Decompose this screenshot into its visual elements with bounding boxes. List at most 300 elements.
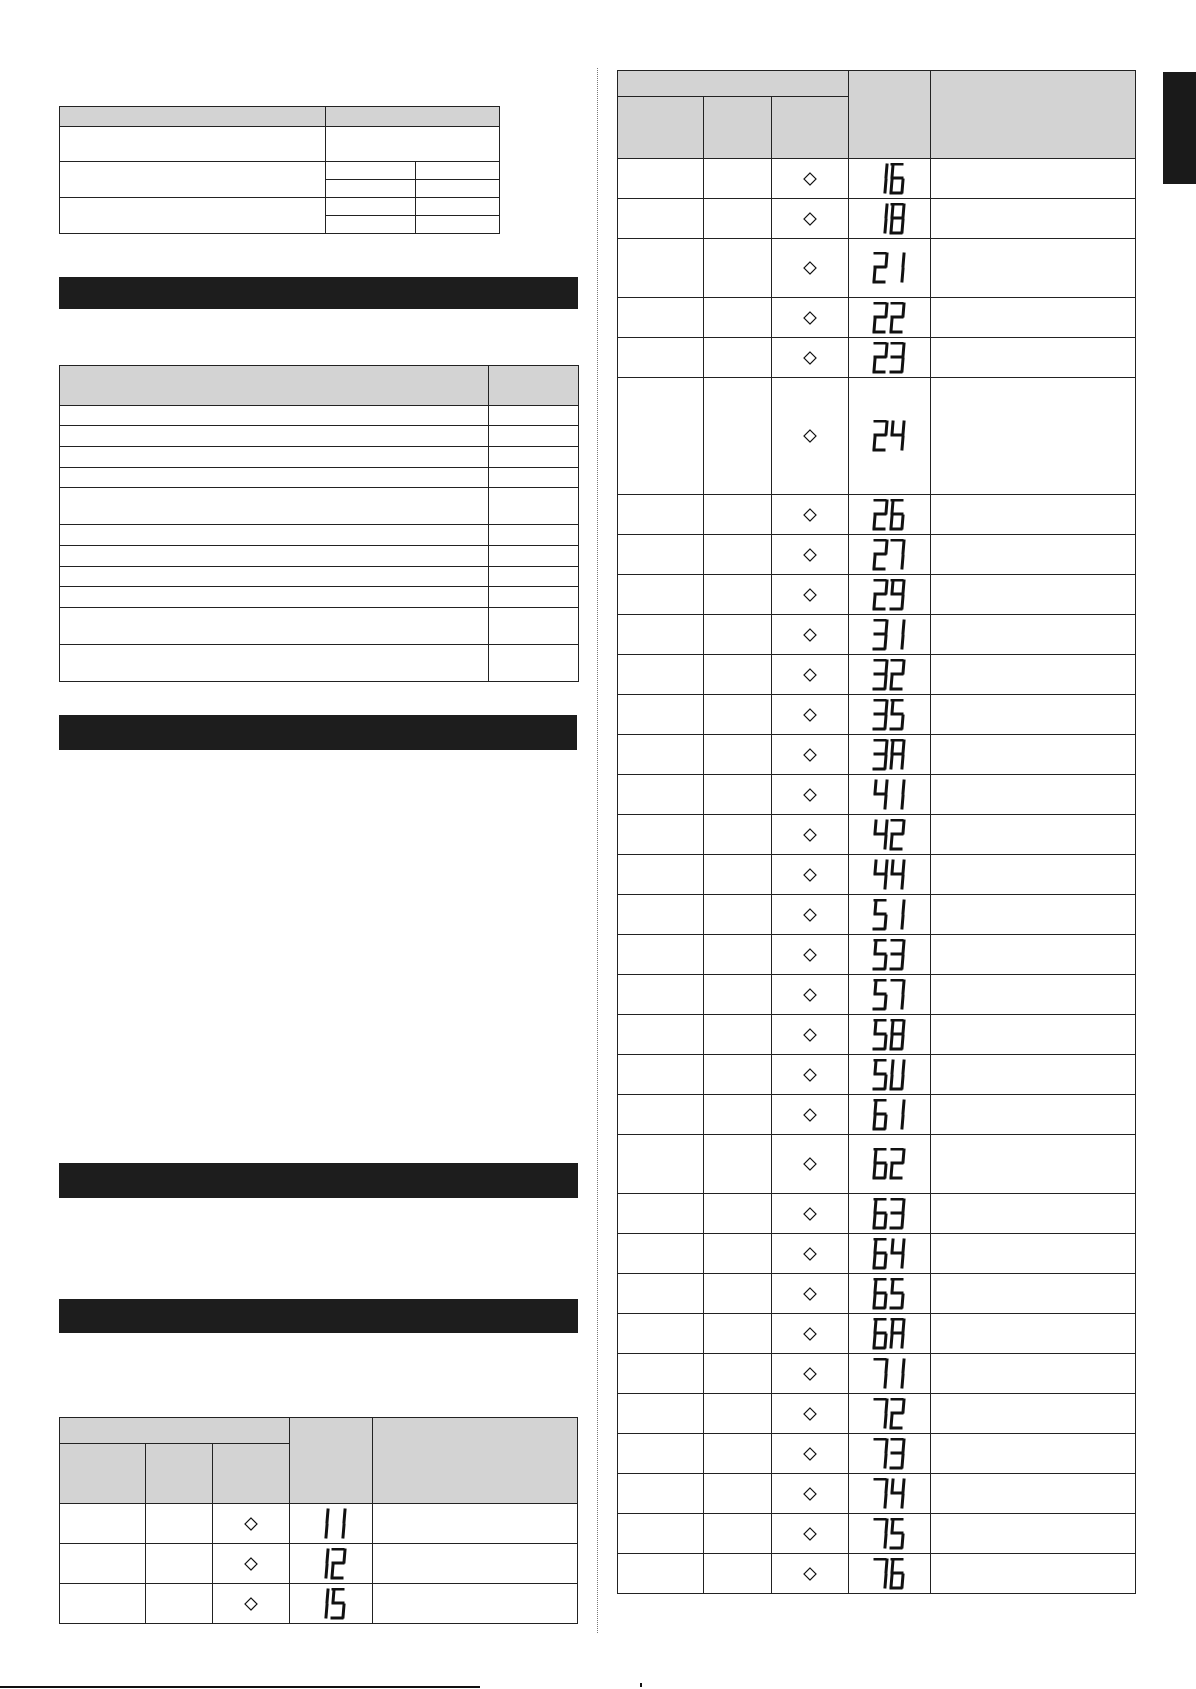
code-row — [618, 1274, 1136, 1314]
code-marker-cell — [772, 735, 849, 775]
code-description-cell — [931, 895, 1136, 935]
diamond-icon — [803, 788, 817, 802]
code-cell — [618, 338, 704, 378]
code-marker-cell — [772, 495, 849, 535]
code-cell — [704, 1274, 772, 1314]
led-code-glyph — [872, 939, 908, 971]
code-cell — [618, 1314, 704, 1354]
features-row — [60, 468, 489, 488]
code-description-cell — [373, 1544, 578, 1584]
led-code-glyph — [872, 1099, 908, 1131]
code-cell — [60, 1504, 146, 1544]
column-divider — [597, 68, 598, 1633]
led-code-glyph — [872, 579, 908, 611]
code-display-cell — [849, 895, 931, 935]
diamond-icon — [803, 261, 817, 275]
features-row — [60, 525, 489, 546]
features-value — [489, 645, 579, 682]
led-code-glyph — [872, 302, 908, 334]
codes-header-display — [849, 71, 931, 159]
code-description-cell — [931, 1095, 1136, 1135]
code-display-cell — [290, 1504, 373, 1544]
code-marker-cell — [213, 1544, 290, 1584]
code-marker-cell — [772, 1474, 849, 1514]
code-marker-cell — [772, 338, 849, 378]
code-description-cell — [931, 975, 1136, 1015]
code-cell — [704, 1554, 772, 1594]
code-marker-cell — [772, 159, 849, 199]
code-display-cell — [849, 159, 931, 199]
code-row — [618, 1194, 1136, 1234]
code-row — [60, 1544, 578, 1584]
top-table-cell — [60, 198, 326, 234]
led-code-glyph — [872, 1358, 908, 1390]
led-code-glyph — [872, 1059, 908, 1091]
code-row — [618, 1055, 1136, 1095]
features-row — [60, 567, 489, 587]
code-row — [618, 1394, 1136, 1434]
code-row — [618, 615, 1136, 655]
code-display-cell — [849, 1274, 931, 1314]
features-value — [489, 468, 579, 488]
code-description-cell — [931, 1394, 1136, 1434]
diamond-icon — [803, 1447, 817, 1461]
led-code-glyph — [872, 203, 908, 235]
code-cell — [704, 1354, 772, 1394]
led-code-glyph — [872, 420, 908, 452]
code-row — [618, 1095, 1136, 1135]
code-description-cell — [931, 775, 1136, 815]
led-code-glyph — [872, 1148, 908, 1180]
code-cell — [618, 159, 704, 199]
code-cell — [704, 775, 772, 815]
code-cell — [618, 1135, 704, 1194]
code-marker-cell — [772, 695, 849, 735]
code-marker-cell — [772, 1194, 849, 1234]
code-cell — [618, 935, 704, 975]
led-code-glyph — [872, 1398, 908, 1430]
top-table-cell — [60, 127, 326, 162]
code-marker-cell — [772, 1015, 849, 1055]
code-row — [618, 495, 1136, 535]
code-cell — [704, 378, 772, 495]
code-cell — [704, 1194, 772, 1234]
diamond-icon — [803, 828, 817, 842]
code-cell — [704, 298, 772, 338]
diamond-icon — [803, 1247, 817, 1261]
code-row — [60, 1504, 578, 1544]
code-cell — [618, 239, 704, 298]
led-code-glyph — [872, 1019, 908, 1051]
code-description-cell — [931, 1055, 1136, 1095]
code-row — [618, 1474, 1136, 1514]
codes-header-description — [373, 1418, 578, 1504]
diamond-icon — [803, 1068, 817, 1082]
diamond-icon — [244, 1557, 258, 1571]
top-table-cell — [326, 198, 416, 216]
top-spec-table — [59, 106, 500, 234]
code-cell — [704, 1135, 772, 1194]
code-cell — [704, 159, 772, 199]
code-display-cell — [290, 1544, 373, 1584]
code-row — [618, 1354, 1136, 1394]
code-marker-cell — [772, 1135, 849, 1194]
code-description-cell — [931, 1135, 1136, 1194]
code-marker-cell — [772, 1055, 849, 1095]
features-value — [489, 426, 579, 447]
code-cell — [704, 575, 772, 615]
code-cell — [618, 1274, 704, 1314]
code-row — [618, 975, 1136, 1015]
code-cell — [704, 615, 772, 655]
diamond-icon — [803, 1407, 817, 1421]
code-cell — [704, 935, 772, 975]
code-display-cell — [849, 655, 931, 695]
code-row — [618, 1514, 1136, 1554]
code-cell — [704, 338, 772, 378]
code-display-cell — [849, 1234, 931, 1274]
top-table-cell — [416, 216, 500, 234]
codes-header-group — [60, 1418, 290, 1444]
code-cell — [618, 855, 704, 895]
code-marker-cell — [772, 815, 849, 855]
code-cell — [618, 1055, 704, 1095]
code-marker-cell — [772, 655, 849, 695]
led-code-glyph — [872, 1438, 908, 1470]
diamond-icon — [803, 908, 817, 922]
top-table-cell — [326, 180, 416, 198]
code-cell — [704, 1434, 772, 1474]
code-cell — [618, 615, 704, 655]
code-cell — [618, 199, 704, 239]
led-code-glyph — [872, 739, 908, 771]
diamond-icon — [244, 1517, 258, 1531]
code-row — [618, 735, 1136, 775]
code-description-cell — [931, 1354, 1136, 1394]
features-value — [489, 587, 579, 608]
section-heading-bar — [59, 1163, 578, 1198]
features-row — [60, 426, 489, 447]
code-display-cell — [849, 1135, 931, 1194]
code-marker-cell — [772, 1095, 849, 1135]
diamond-icon — [803, 172, 817, 186]
led-code-glyph — [872, 899, 908, 931]
diamond-icon — [803, 311, 817, 325]
code-cell — [618, 695, 704, 735]
code-display-cell — [849, 495, 931, 535]
code-display-cell — [849, 695, 931, 735]
codes-subheader — [618, 97, 704, 159]
footer-mark — [640, 1683, 642, 1687]
code-display-cell — [849, 815, 931, 855]
code-cell — [704, 735, 772, 775]
code-cell — [618, 775, 704, 815]
code-description-cell — [931, 735, 1136, 775]
code-cell — [618, 378, 704, 495]
top-table-cell — [326, 162, 416, 180]
code-display-cell — [849, 1394, 931, 1434]
code-cell — [60, 1584, 146, 1624]
code-display-cell — [849, 1095, 931, 1135]
code-cell — [704, 655, 772, 695]
features-table — [59, 365, 579, 682]
diamond-icon — [803, 868, 817, 882]
code-cell — [618, 1394, 704, 1434]
code-display-cell — [849, 338, 931, 378]
diamond-icon — [803, 1028, 817, 1042]
code-description-cell — [931, 1194, 1136, 1234]
code-row — [618, 239, 1136, 298]
code-description-cell — [931, 495, 1136, 535]
code-cell — [618, 1434, 704, 1474]
features-header-right — [489, 366, 579, 406]
diamond-icon — [803, 212, 817, 226]
code-description-cell — [931, 1514, 1136, 1554]
features-header-left — [60, 366, 489, 406]
code-description-cell — [931, 1434, 1136, 1474]
code-marker-cell — [772, 775, 849, 815]
top-table-cell — [326, 216, 416, 234]
error-codes-table-left — [59, 1417, 578, 1624]
code-cell — [704, 975, 772, 1015]
code-cell — [146, 1544, 213, 1584]
led-code-glyph — [872, 779, 908, 811]
led-code-glyph — [313, 1508, 349, 1540]
footer-rule — [0, 1686, 480, 1688]
code-description-cell — [931, 378, 1136, 495]
code-description-cell — [931, 338, 1136, 378]
code-display-cell — [849, 575, 931, 615]
code-display-cell — [290, 1584, 373, 1624]
features-row — [60, 406, 489, 426]
code-description-cell — [931, 615, 1136, 655]
code-display-cell — [849, 1194, 931, 1234]
diamond-icon — [803, 1327, 817, 1341]
code-cell — [704, 1095, 772, 1135]
led-code-glyph — [872, 252, 908, 284]
code-row — [618, 935, 1136, 975]
features-row — [60, 447, 489, 468]
code-cell — [618, 815, 704, 855]
code-description-cell — [931, 1474, 1136, 1514]
code-display-cell — [849, 199, 931, 239]
code-marker-cell — [772, 895, 849, 935]
code-description-cell — [931, 655, 1136, 695]
code-row — [618, 895, 1136, 935]
code-marker-cell — [772, 935, 849, 975]
code-marker-cell — [772, 378, 849, 495]
top-table-header-right — [326, 107, 500, 127]
code-display-cell — [849, 855, 931, 895]
code-row — [618, 199, 1136, 239]
code-cell — [618, 298, 704, 338]
features-value — [489, 546, 579, 567]
features-row — [60, 645, 489, 682]
led-code-glyph — [313, 1548, 349, 1580]
code-display-cell — [849, 1434, 931, 1474]
code-marker-cell — [772, 975, 849, 1015]
code-cell — [704, 1234, 772, 1274]
code-cell — [618, 535, 704, 575]
codes-subheader — [704, 97, 772, 159]
led-code-glyph — [872, 1318, 908, 1350]
features-value — [489, 608, 579, 645]
code-cell — [704, 495, 772, 535]
diamond-icon — [803, 548, 817, 562]
code-marker-cell — [772, 298, 849, 338]
top-table-cell — [416, 162, 500, 180]
code-display-cell — [849, 1354, 931, 1394]
led-code-glyph — [872, 1198, 908, 1230]
code-cell — [618, 975, 704, 1015]
code-display-cell — [849, 935, 931, 975]
led-code-glyph — [872, 1558, 908, 1590]
code-row — [618, 855, 1136, 895]
top-table-cell — [416, 198, 500, 216]
code-cell — [618, 495, 704, 535]
top-table-header-left — [60, 107, 326, 127]
code-description-cell — [931, 535, 1136, 575]
code-display-cell — [849, 239, 931, 298]
code-cell — [704, 815, 772, 855]
codes-subheader — [772, 97, 849, 159]
code-description-cell — [931, 1015, 1136, 1055]
code-cell — [618, 1354, 704, 1394]
code-description-cell — [931, 695, 1136, 735]
features-value — [489, 488, 579, 525]
code-row — [618, 695, 1136, 735]
features-row — [60, 488, 489, 525]
led-code-glyph — [872, 499, 908, 531]
code-cell — [146, 1504, 213, 1544]
top-table-cell — [60, 162, 326, 198]
features-row — [60, 546, 489, 567]
code-row — [618, 1234, 1136, 1274]
code-description-cell — [931, 1314, 1136, 1354]
diamond-icon — [803, 628, 817, 642]
code-cell — [618, 655, 704, 695]
led-code-glyph — [872, 1478, 908, 1510]
code-marker-cell — [772, 575, 849, 615]
code-description-cell — [931, 1234, 1136, 1274]
code-display-cell — [849, 735, 931, 775]
code-row — [618, 575, 1136, 615]
code-display-cell — [849, 1554, 931, 1594]
code-marker-cell — [213, 1584, 290, 1624]
code-description-cell — [931, 298, 1136, 338]
code-description-cell — [931, 935, 1136, 975]
diamond-icon — [803, 1108, 817, 1122]
code-description-cell — [931, 815, 1136, 855]
language-tab-marker — [1163, 72, 1196, 184]
diamond-icon — [803, 1487, 817, 1501]
codes-subheader — [213, 1444, 290, 1504]
code-description-cell — [373, 1504, 578, 1544]
code-marker-cell — [772, 1314, 849, 1354]
codes-subheader — [60, 1444, 146, 1504]
diamond-icon — [803, 748, 817, 762]
code-cell — [704, 1314, 772, 1354]
code-marker-cell — [772, 239, 849, 298]
diamond-icon — [803, 1567, 817, 1581]
code-row — [618, 775, 1136, 815]
code-cell — [618, 575, 704, 615]
codes-header-group — [618, 71, 849, 97]
code-row — [60, 1584, 578, 1624]
led-code-glyph — [872, 1278, 908, 1310]
diamond-icon — [803, 988, 817, 1002]
code-marker-cell — [772, 1354, 849, 1394]
code-row — [618, 1434, 1136, 1474]
code-cell — [618, 1095, 704, 1135]
code-marker-cell — [772, 1234, 849, 1274]
code-row — [618, 535, 1136, 575]
code-row — [618, 1314, 1136, 1354]
code-cell — [146, 1584, 213, 1624]
code-cell — [60, 1544, 146, 1584]
diamond-icon — [803, 588, 817, 602]
codes-header-description — [931, 71, 1136, 159]
led-code-glyph — [872, 859, 908, 891]
code-display-cell — [849, 1514, 931, 1554]
diamond-icon — [803, 668, 817, 682]
diamond-icon — [803, 1207, 817, 1221]
code-marker-cell — [772, 1514, 849, 1554]
code-description-cell — [373, 1584, 578, 1624]
code-cell — [704, 199, 772, 239]
code-cell — [618, 735, 704, 775]
code-description-cell — [931, 239, 1136, 298]
code-display-cell — [849, 975, 931, 1015]
code-cell — [704, 695, 772, 735]
code-row — [618, 159, 1136, 199]
code-marker-cell — [772, 1554, 849, 1594]
code-cell — [704, 1055, 772, 1095]
diamond-icon — [803, 708, 817, 722]
code-description-cell — [931, 159, 1136, 199]
code-description-cell — [931, 1554, 1136, 1594]
code-display-cell — [849, 298, 931, 338]
diamond-icon — [803, 1527, 817, 1541]
features-value — [489, 406, 579, 426]
diamond-icon — [244, 1597, 258, 1611]
section-heading-bar — [59, 1299, 578, 1333]
code-marker-cell — [213, 1504, 290, 1544]
led-code-glyph — [872, 699, 908, 731]
section-heading-bar — [59, 715, 577, 750]
top-table-cell — [326, 127, 500, 162]
led-code-glyph — [872, 1518, 908, 1550]
code-cell — [618, 895, 704, 935]
code-row — [618, 338, 1136, 378]
code-row — [618, 655, 1136, 695]
code-display-cell — [849, 1474, 931, 1514]
code-marker-cell — [772, 1274, 849, 1314]
code-display-cell — [849, 615, 931, 655]
code-cell — [618, 1474, 704, 1514]
code-display-cell — [849, 378, 931, 495]
code-cell — [704, 239, 772, 298]
code-row — [618, 298, 1136, 338]
code-cell — [618, 1514, 704, 1554]
led-code-glyph — [872, 539, 908, 571]
diamond-icon — [803, 1157, 817, 1171]
diamond-icon — [803, 948, 817, 962]
diamond-icon — [803, 351, 817, 365]
code-cell — [704, 1474, 772, 1514]
code-marker-cell — [772, 855, 849, 895]
led-code-glyph — [872, 342, 908, 374]
